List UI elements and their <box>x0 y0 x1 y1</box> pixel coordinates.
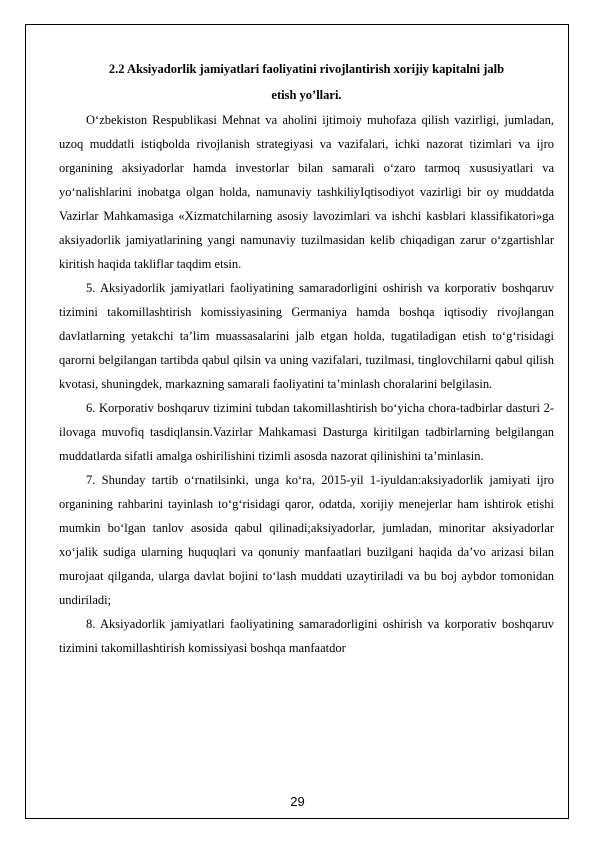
page-number: 29 <box>290 794 305 809</box>
paragraph-item-6: 6. Korporativ boshqaruv tizimini tubdan takomillashtirish bo‘yicha chora-tadbirlar dasturi 2-ilovaga muvofiq tasdiqlansin.Vazirlar Mahkamasi Dasturga kiritilgan tadbirlarning belgilangan muddatlarda sifatli amalga oshirilishini tizimli asosda nazorat qilinishini ta’minlasin. <box>59 401 554 463</box>
section-title-line-2: etish yo’llari. <box>271 88 342 102</box>
paragraph-intro: O‘zbekiston Respublikasi Mehnat va aholini ijtimoiy muhofaza qilish vazirligi, jumladan, uzoq muddatli istiqbolda rivojlanish strategiyasi va vazifalari, ichki nazorat tizimlari va ijro organining aksiyadorlar hamda investorlar bilan samarali o‘zaro tarmoq xususiyatlari va yo‘nalishlarini inobatga olgan holda, namunaviy tashkiliyIqtisodiyot vazirligi bir oy muddatda Vazirlar Mahkamasiga «Xizmatchilarning asosiy lavozimlari va ishchi kasblari klassifikatori»ga aksiyadorlik jamiyatlarining yangi namunaviy tuzilmasidan kelib chiqadigan zarur o‘zgartishlar kiritish haqida takliflar taqdim etsin. <box>59 113 554 271</box>
section-title <box>59 56 554 108</box>
paragraph-item-5: 5. Aksiyadorlik jamiyatlari faoliyatining samaradorligini oshirish va korporativ boshqaruv tizimini takomillashtirish komissiyasining Germaniya hamda boshqa iqtisodiy rivojlangan davlatlarning yetakchi ta’lim muassasalarini jalb etgan holda, tugatiladigan etish to‘g‘risidagi qarorni belgilangan tartibda qabul qilsin va uning vazifalari, tuzilmasi, tinglovchilarni qabul qilish kvotasi, shuningdek, markazning samarali faoliyatini ta’minlash choralarini belgilasin. <box>59 281 554 391</box>
section-title-line-1: 2.2 Aksiyadorlik jamiyatlari faoliyatini rivojlantirish xorijiy kapitalni jalb <box>108 62 505 76</box>
paragraph-item-7: 7. Shunday tartib o‘rnatilsinki, unga ko‘ra, 2015-yil 1-iyuldan:aksiyadorlik jamiyati ijro organining rahbarini tayinlash to‘g‘risidagi qaror, odatda, xorijiy menejerlar ham ishtirok etishi mumkin bo‘lgan tanlov asosida qabul qilinadi;aksiyadorlar, jumladan, minoritar aksiyadorlar xo‘jalik sudiga ularning huquqlari va qonuniy manfaatlari buzilgani haqida da’vo arizasi bilan murojaat qilganda, ularga davlat bojini to‘lash muddati uzaytiriladi va bu boj aybdor tomonidan undiriladi; <box>59 473 554 607</box>
paragraph-item-8: 8. Aksiyadorlik jamiyatlari faoliyatining samaradorligini oshirish va korporativ boshqaruv tizimini takomillashtirish komissiyasi boshqa manfaatdor <box>59 617 554 655</box>
document-body <box>59 56 554 660</box>
